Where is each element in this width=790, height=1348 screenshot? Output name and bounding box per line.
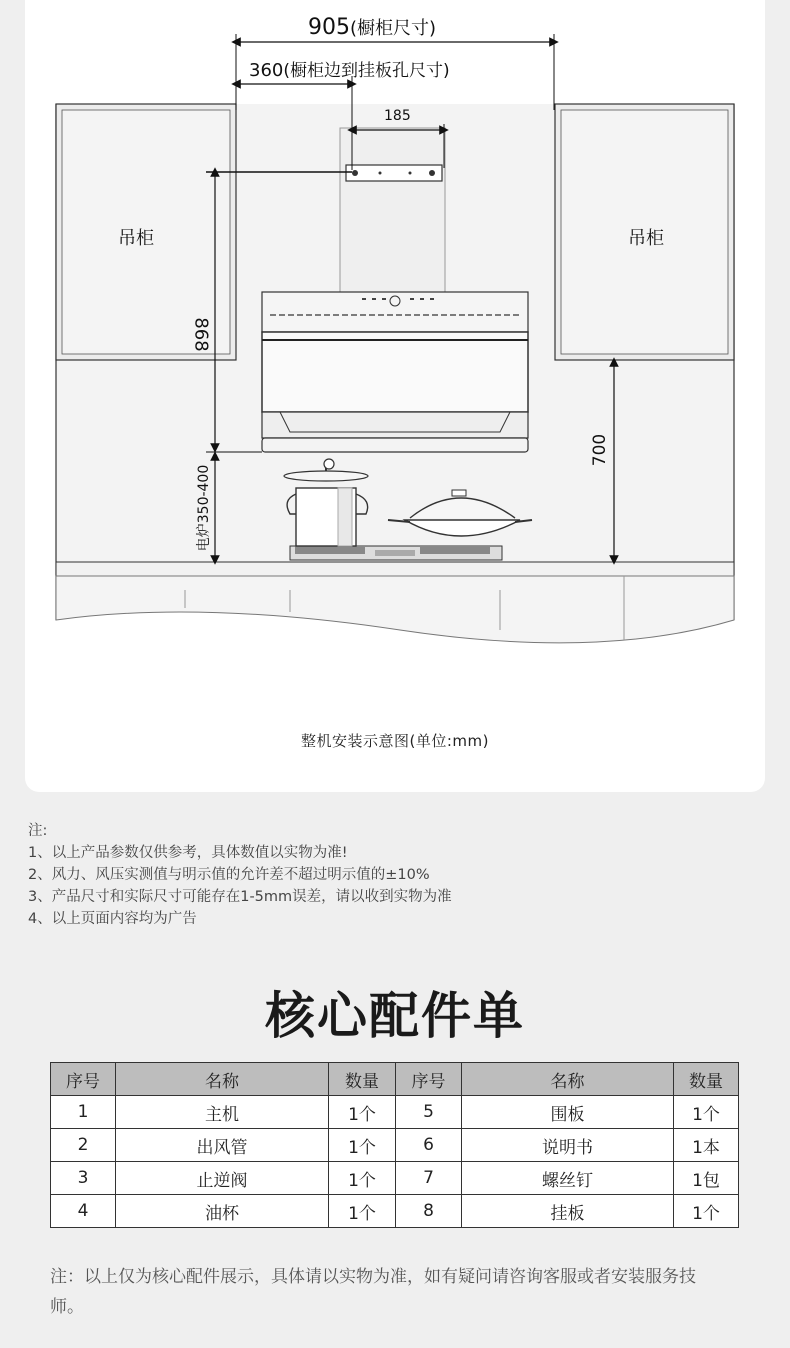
dimension-360-label [249,56,450,81]
right-cabinet-label: 吊柜 [628,228,664,249]
header-cell: 数量 [329,1063,396,1096]
table-cell: 3 [51,1162,116,1195]
table-cell: 主机 [116,1096,329,1129]
table-cell: 1个 [674,1195,739,1228]
parts-title: 核心配件单 [265,987,525,1045]
table-cell: 螺丝钉 [462,1162,674,1195]
table-cell: 1个 [329,1129,396,1162]
table-cell: 挂板 [462,1195,674,1228]
note-item: 4、以上页面内容均为广告 [28,911,197,927]
gas-stove [290,546,502,560]
table-cell: 1个 [674,1096,739,1129]
dimension-360-note: (橱柜边到挂板孔尺寸) [283,61,450,81]
table-cell: 1本 [674,1129,739,1162]
note-item: 2、风力、风压实测值与明示值的允许差不超过明示值的±10% [28,867,430,883]
dimension-185-label: 185 [384,108,411,124]
table-header-row [51,1063,739,1096]
table-cell: 1个 [329,1195,396,1228]
table-cell: 1包 [674,1162,739,1195]
diagram-caption: 整机安装示意图(单位:mm) [301,732,489,750]
table-cell: 围板 [462,1096,674,1129]
table-cell: 1 [51,1096,116,1129]
dimension-905-label [308,14,436,40]
table-cell: 出风管 [116,1129,329,1162]
dimension-360-value: 360 [249,60,284,81]
table-cell: 7 [396,1162,462,1195]
header-cell: 名称 [116,1063,329,1096]
note-item: 3、产品尺寸和实际尺寸可能存在1-5mm误差，请以收到实物为准 [28,889,452,905]
table-row [51,1129,739,1162]
notes-title: 注: [28,823,48,839]
table-row [51,1096,739,1129]
table-cell: 油杯 [116,1195,329,1228]
table-cell: 4 [51,1195,116,1228]
parts-table [50,1062,739,1228]
footer-note: 注：以上仅为核心配件展示，具体请以实物为准，如有疑问请咨询客服或者安装服务技师。 [50,1267,696,1317]
chimney-cover [340,128,445,292]
dimension-868-label: 868 [190,317,212,352]
table-cell: 1个 [329,1162,396,1195]
table-cell: 8 [396,1195,462,1228]
table-cell: 5 [396,1096,462,1129]
header-cell: 数量 [674,1063,739,1096]
table-cell: 止逆阀 [116,1162,329,1195]
note-item: 1、以上产品参数仅供参考，具体数值以实物为准! [28,845,348,861]
dimension-905-note: (橱柜尺寸) [350,18,437,39]
header-cell: 序号 [396,1063,462,1096]
dimension-stove-label: 电炉350-400 [196,464,212,552]
countertop [56,562,734,576]
table-cell: 1个 [329,1096,396,1129]
dimension-905-value: 905 [308,15,350,40]
range-hood [262,292,528,452]
table-cell: 6 [396,1129,462,1162]
table-cell: 说明书 [462,1129,674,1162]
dimension-700-label: 700 [590,433,611,467]
header-cell: 序号 [51,1063,116,1096]
table-row [51,1195,739,1228]
table-row [51,1162,739,1195]
table-cell: 2 [51,1129,116,1162]
left-cabinet-label: 吊柜 [118,228,154,249]
stock-pot [284,459,368,546]
hanging-plate [346,165,442,181]
header-cell: 名称 [462,1063,674,1096]
notes-block [28,820,452,930]
